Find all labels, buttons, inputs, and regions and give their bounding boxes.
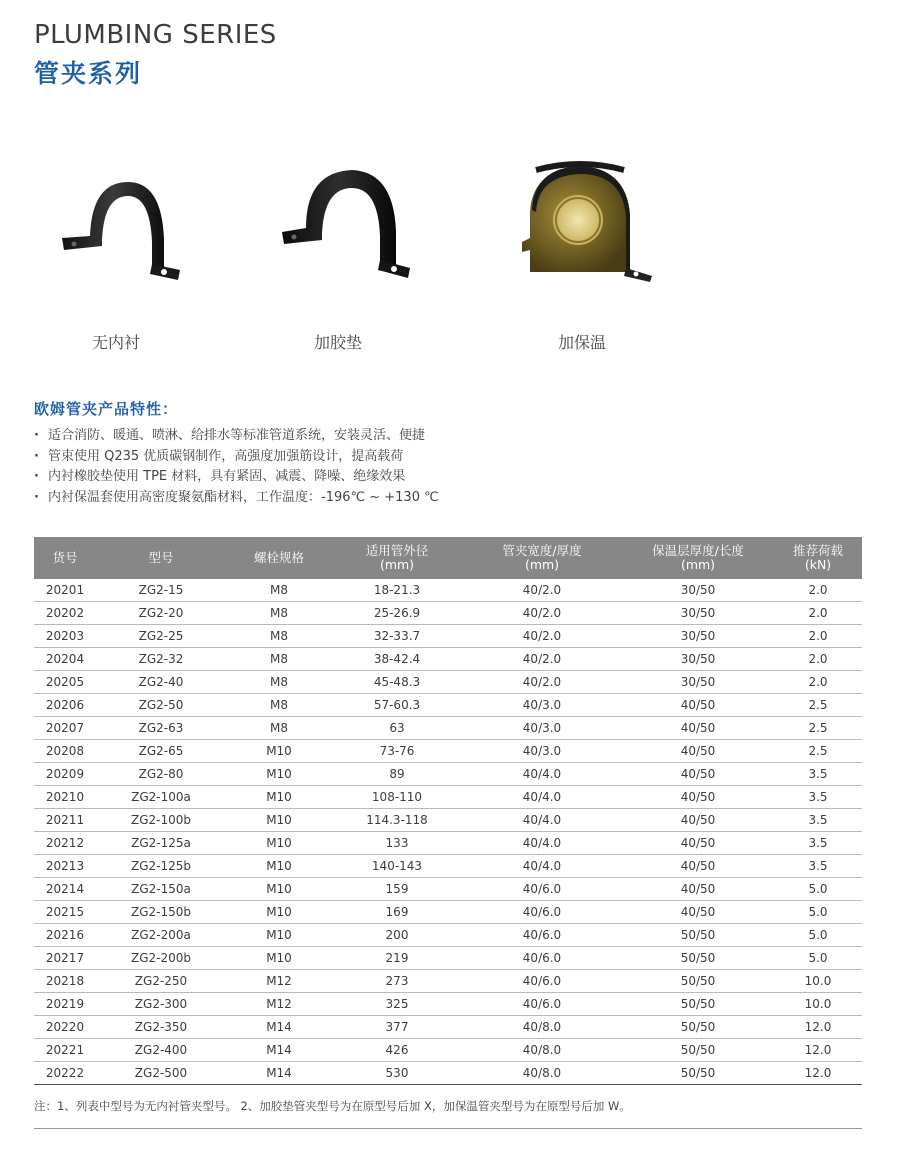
table-cell: 40/6.0: [462, 924, 622, 947]
table-row: [34, 579, 862, 602]
table-cell: 10.0: [774, 993, 862, 1016]
table-cell: 377: [332, 1016, 462, 1039]
table-cell: 40/8.0: [462, 1062, 622, 1085]
table-cell: 133: [332, 832, 462, 855]
table-cell: 40/4.0: [462, 855, 622, 878]
table-cell: M8: [226, 625, 332, 648]
table-row: [34, 947, 862, 970]
feature-item: · 内衬橡胶垫使用 TPE 材料，具有紧固、减震、降噪、绝缘效果: [34, 467, 439, 488]
table-cell: ZG2-20: [96, 602, 226, 625]
table-cell: 50/50: [622, 993, 774, 1016]
feature-item: · 适合消防、暖通、喷淋、给排水等标准管道系统，安装灵活、便捷: [34, 426, 439, 447]
table-row: [34, 671, 862, 694]
table-cell: 2.0: [774, 671, 862, 694]
table-cell: 20215: [34, 901, 96, 924]
table-cell: 159: [332, 878, 462, 901]
pipe-clamp-bare-icon: [40, 160, 200, 300]
table-cell: 20217: [34, 947, 96, 970]
table-cell: M8: [226, 671, 332, 694]
table-cell: 2.5: [774, 740, 862, 763]
table-cell: 30/50: [622, 579, 774, 602]
table-row: [34, 740, 862, 763]
table-cell: M10: [226, 809, 332, 832]
table-row: [34, 1062, 862, 1085]
table-cell: 2.5: [774, 717, 862, 740]
table-cell: M10: [226, 855, 332, 878]
table-cell: ZG2-15: [96, 579, 226, 602]
table-cell: 40/50: [622, 763, 774, 786]
header-cell: 推荐荷载 (kN): [774, 537, 862, 579]
table-cell: 3.5: [774, 809, 862, 832]
table-cell: 40/6.0: [462, 970, 622, 993]
page-title-cn: 管夹系列: [34, 59, 143, 88]
table-cell: 5.0: [774, 901, 862, 924]
table-cell: 2.0: [774, 625, 862, 648]
table-cell: 40/4.0: [462, 809, 622, 832]
table-cell: 20218: [34, 970, 96, 993]
table-cell: ZG2-400: [96, 1039, 226, 1062]
table-cell: 12.0: [774, 1062, 862, 1085]
table-cell: M12: [226, 993, 332, 1016]
table-cell: 57-60.3: [332, 694, 462, 717]
table-cell: 40/2.0: [462, 625, 622, 648]
table-cell: 40/4.0: [462, 786, 622, 809]
table-cell: M10: [226, 740, 332, 763]
table-cell: 50/50: [622, 970, 774, 993]
table-cell: 169: [332, 901, 462, 924]
table-cell: ZG2-65: [96, 740, 226, 763]
table-row: [34, 625, 862, 648]
table-cell: 20204: [34, 648, 96, 671]
table-cell: 12.0: [774, 1016, 862, 1039]
table-cell: M10: [226, 763, 332, 786]
table-cell: 40/2.0: [462, 648, 622, 671]
feature-item: · 管束使用 Q235 优质碳钢制作，高强度加强筋设计，提高载荷: [34, 447, 439, 468]
table-cell: 30/50: [622, 648, 774, 671]
page-title-en: PLUMBING SERIES: [34, 20, 277, 50]
table-cell: 40/3.0: [462, 717, 622, 740]
table-cell: 38-42.4: [332, 648, 462, 671]
table-cell: 273: [332, 970, 462, 993]
table-row: [34, 970, 862, 993]
table-cell: 30/50: [622, 625, 774, 648]
table-cell: 20206: [34, 694, 96, 717]
table-cell: 40/6.0: [462, 947, 622, 970]
table-cell: M10: [226, 878, 332, 901]
table-cell: ZG2-250: [96, 970, 226, 993]
table-row: [34, 602, 862, 625]
table-cell: 45-48.3: [332, 671, 462, 694]
table-cell: ZG2-150b: [96, 901, 226, 924]
table-row: [34, 832, 862, 855]
table-row: [34, 1039, 862, 1062]
header-cell: 货号: [34, 537, 96, 579]
features-heading: 欧姆管夹产品特性：: [34, 400, 179, 418]
table-cell: ZG2-125a: [96, 832, 226, 855]
table-cell: M10: [226, 832, 332, 855]
table-cell: 89: [332, 763, 462, 786]
table-cell: M14: [226, 1016, 332, 1039]
table-cell: M8: [226, 717, 332, 740]
table-cell: 63: [332, 717, 462, 740]
table-cell: M8: [226, 694, 332, 717]
table-cell: 20221: [34, 1039, 96, 1062]
table-cell: 114.3-118: [332, 809, 462, 832]
table-cell: 40/6.0: [462, 901, 622, 924]
table-cell: ZG2-100b: [96, 809, 226, 832]
table-row: [34, 786, 862, 809]
table-row: [34, 809, 862, 832]
table-cell: 2.5: [774, 694, 862, 717]
table-cell: ZG2-63: [96, 717, 226, 740]
table-row: [34, 924, 862, 947]
table-cell: ZG2-25: [96, 625, 226, 648]
table-cell: 530: [332, 1062, 462, 1085]
table-cell: 426: [332, 1039, 462, 1062]
table-cell: 20213: [34, 855, 96, 878]
table-cell: 40/50: [622, 832, 774, 855]
table-cell: 50/50: [622, 1039, 774, 1062]
table-cell: 219: [332, 947, 462, 970]
table-cell: 2.0: [774, 648, 862, 671]
table-cell: 18-21.3: [332, 579, 462, 602]
table-cell: 40/6.0: [462, 993, 622, 1016]
table-row: [34, 901, 862, 924]
table-cell: 20207: [34, 717, 96, 740]
header-cell: 保温层厚度/长度 (mm): [622, 537, 774, 579]
table-cell: M10: [226, 947, 332, 970]
table-cell: 10.0: [774, 970, 862, 993]
table-cell: 40/50: [622, 901, 774, 924]
table-cell: 325: [332, 993, 462, 1016]
table-cell: M10: [226, 901, 332, 924]
table-cell: M14: [226, 1039, 332, 1062]
table-cell: 200: [332, 924, 462, 947]
table-cell: M14: [226, 1062, 332, 1085]
table-cell: M8: [226, 648, 332, 671]
header-cell: 螺栓规格: [226, 537, 332, 579]
table-cell: 12.0: [774, 1039, 862, 1062]
table-row: [34, 648, 862, 671]
table-header-row: [34, 537, 862, 579]
table-cell: 140-143: [332, 855, 462, 878]
table-cell: ZG2-500: [96, 1062, 226, 1085]
table-cell: 20219: [34, 993, 96, 1016]
table-cell: 40/2.0: [462, 602, 622, 625]
table-footnote: 注：1、列表中型号为无内衬管夹型号。 2、加胶垫管夹型号为在原型号后加 X，加保温管夹型号为在原型号后加 W。: [34, 1098, 862, 1129]
table-row: [34, 694, 862, 717]
table-cell: 40/50: [622, 786, 774, 809]
table-cell: ZG2-32: [96, 648, 226, 671]
table-cell: ZG2-150a: [96, 878, 226, 901]
table-cell: M10: [226, 786, 332, 809]
table-cell: 40/2.0: [462, 579, 622, 602]
table-cell: 20201: [34, 579, 96, 602]
table-cell: 40/50: [622, 740, 774, 763]
header-cell: 管夹宽度/厚度 (mm): [462, 537, 622, 579]
table-cell: 20210: [34, 786, 96, 809]
table-cell: 20212: [34, 832, 96, 855]
table-cell: 5.0: [774, 947, 862, 970]
table-cell: 30/50: [622, 671, 774, 694]
table-cell: 40/50: [622, 717, 774, 740]
table-cell: 40/4.0: [462, 763, 622, 786]
table-cell: 20214: [34, 878, 96, 901]
table-cell: ZG2-100a: [96, 786, 226, 809]
table-cell: 32-33.7: [332, 625, 462, 648]
table-cell: 40/50: [622, 809, 774, 832]
table-cell: 40/8.0: [462, 1016, 622, 1039]
table-cell: 3.5: [774, 832, 862, 855]
table-cell: 40/50: [622, 694, 774, 717]
pipe-clamp-insulated-icon: [502, 160, 662, 300]
table-cell: ZG2-50: [96, 694, 226, 717]
table-cell: 40/8.0: [462, 1039, 622, 1062]
table-cell: 50/50: [622, 947, 774, 970]
table-cell: 73-76: [332, 740, 462, 763]
table-cell: 30/50: [622, 602, 774, 625]
table-cell: 40/6.0: [462, 878, 622, 901]
table-cell: 50/50: [622, 924, 774, 947]
table-cell: ZG2-80: [96, 763, 226, 786]
table-cell: ZG2-40: [96, 671, 226, 694]
table-cell: 3.5: [774, 786, 862, 809]
table-cell: 25-26.9: [332, 602, 462, 625]
spec-table: [34, 537, 862, 1085]
table-cell: 20220: [34, 1016, 96, 1039]
table-cell: ZG2-350: [96, 1016, 226, 1039]
table-cell: 20216: [34, 924, 96, 947]
table-cell: 40/3.0: [462, 740, 622, 763]
table-row: [34, 855, 862, 878]
table-cell: 50/50: [622, 1062, 774, 1085]
table-cell: 20209: [34, 763, 96, 786]
table-cell: 40/4.0: [462, 832, 622, 855]
table-cell: 20205: [34, 671, 96, 694]
table-cell: ZG2-200b: [96, 947, 226, 970]
table-cell: 3.5: [774, 763, 862, 786]
table-cell: ZG2-200a: [96, 924, 226, 947]
table-cell: M8: [226, 579, 332, 602]
table-cell: 2.0: [774, 579, 862, 602]
table-cell: 3.5: [774, 855, 862, 878]
table-cell: 108-110: [332, 786, 462, 809]
table-row: [34, 763, 862, 786]
table-cell: 50/50: [622, 1016, 774, 1039]
table-row: [34, 993, 862, 1016]
feature-item: · 内衬保温套使用高密度聚氨酯材料，工作温度：-196℃ ~ +130 ℃: [34, 488, 439, 509]
table-cell: M8: [226, 602, 332, 625]
table-cell: 20222: [34, 1062, 96, 1085]
table-row: [34, 1016, 862, 1039]
table-cell: ZG2-125b: [96, 855, 226, 878]
spec-table-container: [34, 537, 862, 1085]
table-cell: M10: [226, 924, 332, 947]
product-label-insulated: 加保温: [557, 333, 606, 352]
features-list: [34, 426, 439, 508]
header-cell: 型号: [96, 537, 226, 579]
table-cell: 5.0: [774, 878, 862, 901]
table-cell: 40/3.0: [462, 694, 622, 717]
table-cell: 40/50: [622, 855, 774, 878]
table-row: [34, 878, 862, 901]
table-cell: 20203: [34, 625, 96, 648]
table-cell: 40/50: [622, 878, 774, 901]
table-cell: 40/2.0: [462, 671, 622, 694]
header-cell: 适用管外径 (mm): [332, 537, 462, 579]
table-cell: ZG2-300: [96, 993, 226, 1016]
product-label-bare: 无内衬: [91, 333, 140, 352]
table-cell: 2.0: [774, 602, 862, 625]
table-cell: M12: [226, 970, 332, 993]
pipe-clamp-rubber-icon: [262, 160, 422, 300]
table-cell: 5.0: [774, 924, 862, 947]
table-row: [34, 717, 862, 740]
product-label-rubber: 加胶垫: [313, 333, 362, 352]
table-cell: 20202: [34, 602, 96, 625]
table-cell: 20208: [34, 740, 96, 763]
table-cell: 20211: [34, 809, 96, 832]
